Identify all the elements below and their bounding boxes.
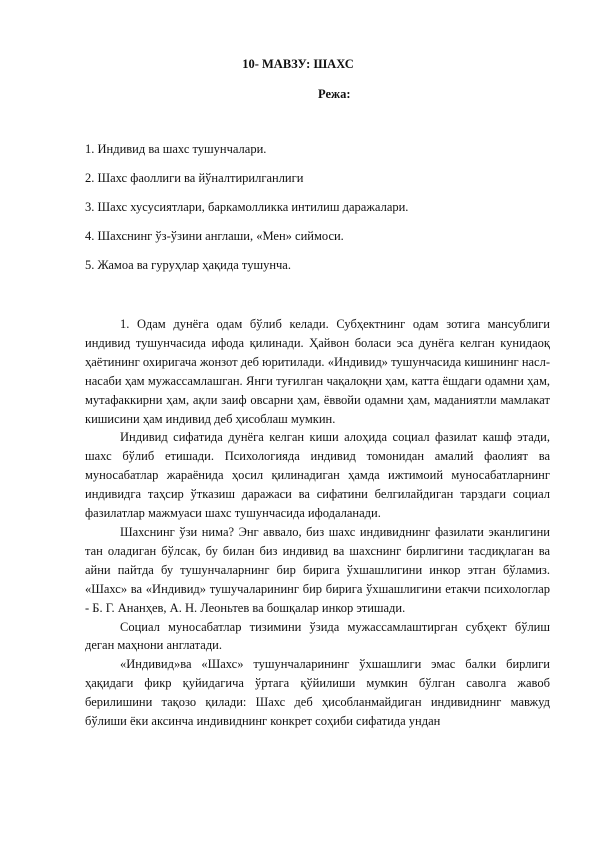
plan-item: 3. Шахс хусусиятлари, баркамолликка интилиш даражалари.	[85, 200, 409, 214]
paragraph: Социал муносабатлар тизимини ўзида мужассамлаштирган субҳект бўлиш деган маҳнони англатади.	[85, 619, 550, 653]
paragraph: «Индивид»ва «Шахс» тушунчаларининг ўхшашлиги эмас балки бирлиги ҳақидаги фикр қуйидагича ўртага қўйилиши мумкин бўлган саволга жавоб берилишини тақозо қилади: Шахс деб ҳисобланмайдиган индивиднинг мавжуд бўлиши ёки аксинча индивиднинг конкрет соҳиби сифатида ундан	[85, 657, 550, 729]
paragraph: 1. Одам дунёга одам бўлиб келади. Субҳектнинг одам зотига мансублиги индивид тушунчасида ифода қилинади. Ҳайвон боласи эса дунёга келган кунидаоқ ҳаётининг охиригача жонзот деб юритилади. «Индивид» тушунчасида кишининг насл-насаби ҳам мужассамлашган. Янги туғилган чақалоқни ҳам, катта ёшдаги одамни ҳам, мутафаккирни ҳам, ақли заиф овсарни ҳам, ёввойи одамни ҳам, маданиятли мамлакат кишисини ҳам индивид деб ҳисоблаш мумкин.	[85, 317, 550, 426]
plan-item: 1. Индивид ва шахс тушунчалари.	[85, 142, 267, 156]
plan-item: 2. Шахс фаоллиги ва йўналтирилганлиги	[85, 171, 304, 185]
plan-item: 5. Жамоа ва гуруҳлар ҳақида тушунча.	[85, 258, 291, 272]
plan-heading: Режа:	[318, 87, 351, 101]
plan-list	[85, 142, 545, 287]
paragraph: Индивид сифатида дунёга келган киши алоҳида социал фазилат кашф этади, шахс бўлиб етишади. Психологияда индивид томонидан амалий фаолият ва муносабатлар жараёнида ҳосил қилинадиган ҳамда ижтимоий муносабатларнинг индивидга таҳсир ўтказиш даражаси ва сифатини белгилайдиган тарздаги социал фазилатлар мажмуаси шахс тушунчасида ифодаланади.	[85, 430, 550, 521]
paragraph: Шахснинг ўзи нима? Энг аввало, биз шахс индивиднинг фазилати эканлигини тан оладиган бўлсак, бу билан биз индивид ва шахснинг бирлигини тасдиқлаган ва айни пайтда бу тушунчаларнинг бир бирига ўхшашлигини инкор этган бўламиз. «Шахс» ва «Индивид» тушучаларининг бир бирига ўхшашлигини етакчи психологлар - Б. Г. Ананҳев, А. Н. Леоньтев ва бошқалар инкор этишади.	[85, 524, 550, 615]
body-text	[85, 315, 550, 731]
page-title: 10- МАВЗУ: ШАХС	[242, 57, 354, 71]
plan-item: 4. Шахснинг ўз-ўзини англаши, «Мен» сиймоси.	[85, 229, 344, 243]
